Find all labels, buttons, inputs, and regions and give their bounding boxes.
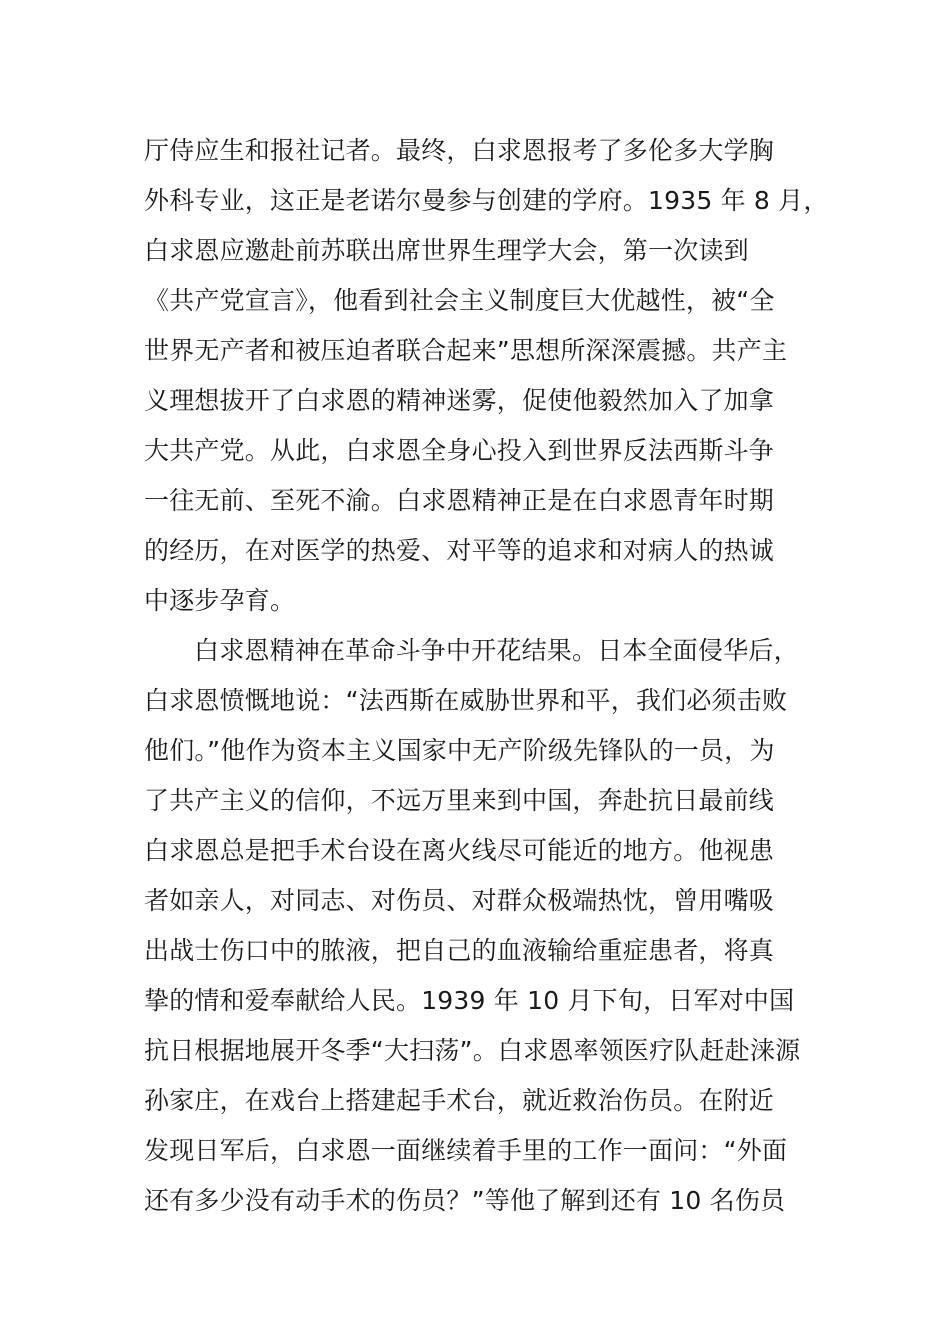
text-line: 义理想拔开了白求恩的精神迷雾，促使他毅然加入了加拿 — [144, 386, 775, 415]
text-line: 世界无产者和被压迫者联合起来”思想所深深震撼。共产主 — [144, 336, 788, 365]
text-line: 者如亲人，对同志、对伤员、对群众极端热忱，曾用嘴吸 — [144, 886, 775, 915]
text-line: 大共产党。从此，白求恩全身心投入到世界反法西斯斗争 — [144, 436, 775, 465]
text-line: 白求恩应邀赴前苏联出席世界生理学大会，第一次读到 — [144, 236, 749, 265]
text-line: 外科专业，这正是老诺尔曼参与创建的学府。1935 年 8 月， — [144, 186, 829, 215]
text-line: 还有多少没有动手术的伤员？”等他了解到还有 10 名伤员 — [144, 1186, 786, 1215]
text-line: 一往无前、至死不渝。白求恩精神正是在白求恩青年时期 — [144, 486, 775, 515]
text-line: 出战士伤口中的脓液，把自己的血液输给重症患者，将真 — [144, 936, 775, 965]
text-line: 发现日军后，白求恩一面继续着手里的工作一面问：“外面 — [144, 1136, 788, 1165]
paragraph-1 — [144, 126, 844, 626]
text-line: 孙家庄，在戏台上搭建起手术台，就近救治伤员。在附近 — [144, 1086, 775, 1115]
text-line: 厅侍应生和报社记者。最终，白求恩报考了多伦多大学胸 — [144, 136, 775, 165]
text-line: 的经历，在对医学的热爱、对平等的追求和对病人的热诚 — [144, 536, 775, 565]
text-line: 抗日根据地展开冬季“大扫荡”。白求恩率领医疗队赶赴涞源 — [144, 1036, 801, 1065]
text-line: 他们。”他作为资本主义国家中无产阶级先锋队的一员，为 — [144, 736, 775, 765]
text-line: 白求恩总是把手术台设在离火线尽可能近的地方。他视患 — [144, 836, 775, 865]
text-line: 白求恩愤慨地说：“法西斯在威胁世界和平，我们必须击败 — [144, 686, 788, 715]
body-text — [144, 126, 844, 1226]
text-line: 《共产党宣言》，他看到社会主义制度巨大优越性，被“全 — [144, 286, 775, 315]
text-line: 中逐步孕育。 — [144, 586, 296, 615]
text-line: 了共产主义的信仰，不远万里来到中国，奔赴抗日最前线 — [144, 786, 775, 815]
paragraph-2 — [144, 626, 844, 1226]
text-line: 挚的情和爱奉献给人民。1939 年 10 月下旬，日军对中国 — [144, 986, 795, 1015]
text-line: 白求恩精神在革命斗争中开花结果。日本全面侵华后， — [194, 636, 799, 665]
